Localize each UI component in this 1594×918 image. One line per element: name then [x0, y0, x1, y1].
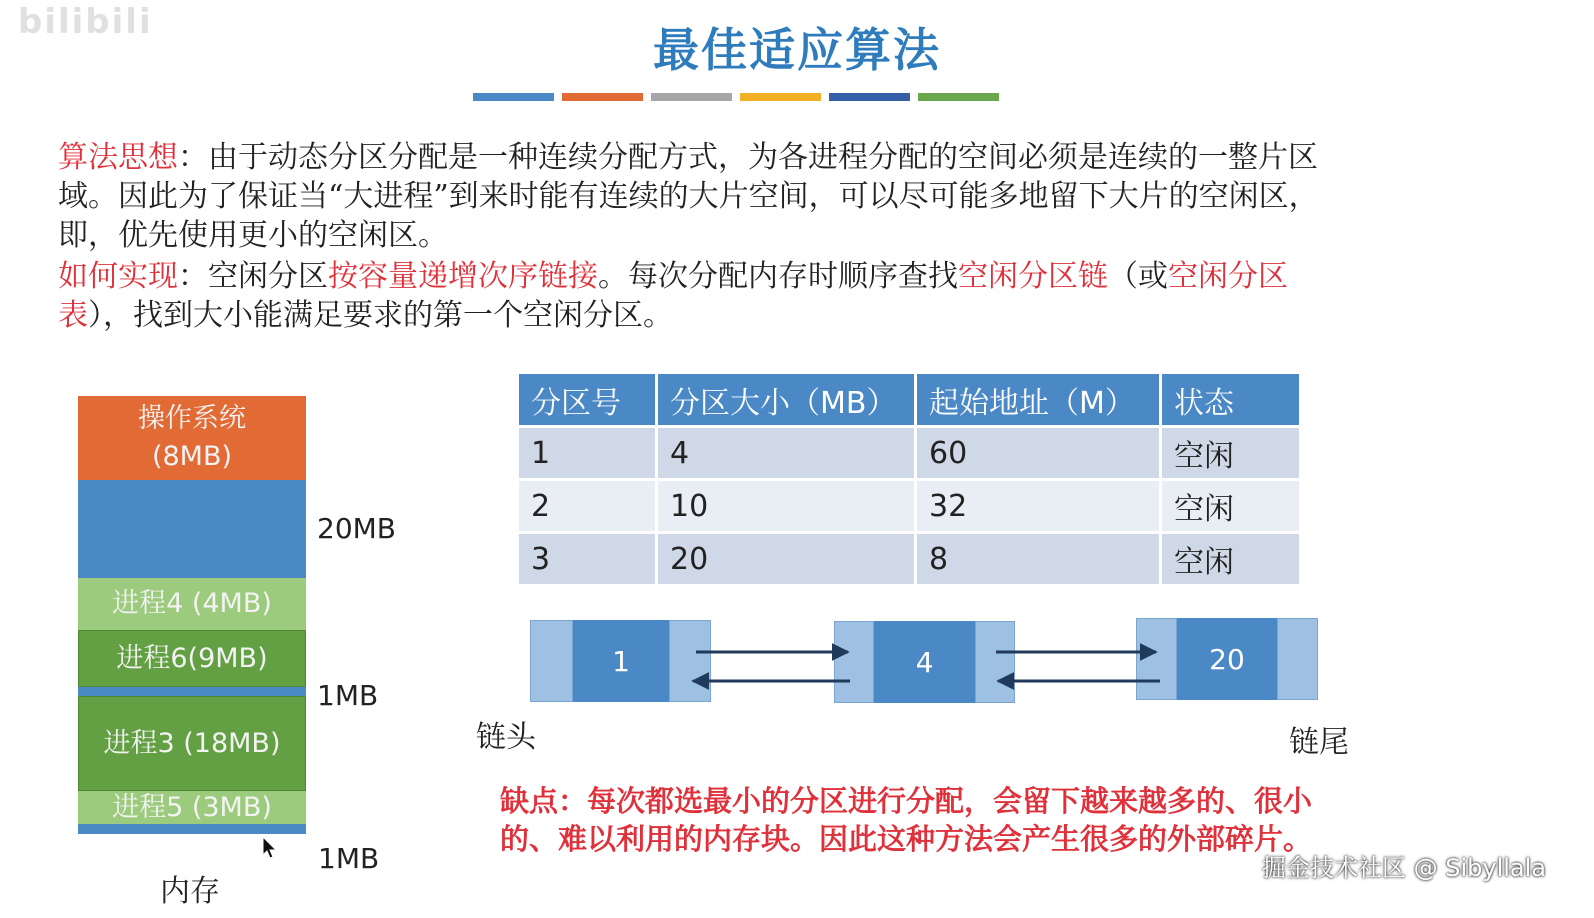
idea-line-3: 即，优先使用更小的空闲区。: [58, 218, 448, 253]
cell-start-address: 32: [916, 480, 1161, 533]
process-5-block: 进程5 (3MB): [78, 791, 306, 824]
table-row: [519, 480, 1299, 533]
node-value: 4: [874, 621, 975, 703]
impl-part-1: ：空闲分区: [178, 259, 328, 294]
title-bar-6: [918, 93, 999, 101]
bilibili-watermark-logo: bilibili: [18, 2, 153, 42]
impl-label: 如何实现: [58, 259, 178, 294]
impl-part-3: （或: [1108, 259, 1168, 294]
defect-note: [500, 782, 1460, 858]
cell-partition-size: 4: [657, 427, 916, 480]
page-title: 最佳适应算法: [653, 23, 941, 77]
impl-red-1: 按容量递增次序链接: [328, 259, 598, 294]
impl-line-2: [58, 296, 1498, 335]
node-value: 20: [1177, 618, 1277, 700]
cell-status: 空闲: [1161, 533, 1300, 585]
idea-paragraph: [58, 138, 1498, 255]
idea-text-1: ：由于动态分区分配是一种连续分配方式，为各进程分配的空间必须是连续的一整片区: [178, 140, 1318, 175]
free-label-1mb-b: 1MB: [318, 842, 380, 875]
node-value: 1: [573, 620, 669, 702]
defect-line-1: 缺点：每次都选最小的分区进行分配，会留下越来越多的、很小: [500, 784, 1313, 818]
cell-partition-no: 3: [519, 533, 657, 585]
cell-start-address: 60: [916, 427, 1161, 480]
title-color-bars: [473, 93, 999, 101]
free-label-20mb: 20MB: [317, 512, 396, 545]
idea-line-2: 域。因此为了保证当“大进程”到来时能有连续的大片空间，可以尽可能多地留下大片的空闲区，: [58, 179, 1319, 214]
process-6-block: 进程6(9MB): [78, 630, 306, 687]
cell-partition-no: 2: [519, 480, 657, 533]
title-bar-2: [562, 93, 643, 101]
impl-red-3: 空闲分区: [1168, 259, 1288, 294]
header-start-address: 起始地址（M）: [916, 374, 1161, 427]
os-name: 操作系统: [138, 403, 246, 434]
list-head-label: 链头: [476, 720, 536, 755]
partition-table: [519, 374, 1299, 584]
defect-line-2: 的、难以利用的内存块。因此这种方法会产生很多的外部碎片。: [500, 822, 1313, 856]
title-bar-1: [473, 93, 554, 101]
cell-status: 空闲: [1161, 427, 1300, 480]
free-label-1mb-a: 1MB: [317, 679, 379, 712]
impl-part-2: 。每次分配内存时顺序查找: [598, 259, 958, 294]
free-block-20mb: [78, 480, 306, 578]
table-row: [519, 533, 1299, 585]
title-bar-5: [829, 93, 910, 101]
cell-partition-no: 1: [519, 427, 657, 480]
impl-line-1: [58, 257, 1498, 296]
cell-start-address: 8: [916, 533, 1161, 585]
node-prev-pointer: [530, 620, 573, 702]
process-4-block: 进程4 (4MB): [78, 578, 306, 630]
memory-label: 内存: [160, 874, 220, 909]
os-block: [78, 396, 306, 480]
impl-part-4: ），找到大小能满足要求的第一个空闲分区。: [88, 298, 673, 333]
cell-partition-size: 20: [657, 533, 916, 585]
impl-red-4: 表: [58, 298, 88, 333]
cell-status: 空闲: [1161, 480, 1300, 533]
list-tail-label: 链尾: [1289, 725, 1349, 760]
header-status: 状态: [1161, 374, 1300, 427]
table-header-row: [519, 374, 1299, 427]
process-3-block: 进程3 (18MB): [78, 696, 306, 791]
impl-paragraph: [58, 257, 1498, 335]
node-next-pointer: [1277, 618, 1318, 700]
table-row: [519, 427, 1299, 480]
list-node-1: [530, 620, 711, 702]
title-bar-3: [651, 93, 732, 101]
idea-line-1: [58, 138, 1498, 177]
title-bar-4: [740, 93, 821, 101]
cell-partition-size: 10: [657, 480, 916, 533]
header-partition-no: 分区号: [519, 374, 657, 427]
mouse-cursor-icon: [262, 836, 278, 860]
site-watermark: 掘金技术社区 @ Sibyllala: [1262, 854, 1547, 882]
list-arrows: [690, 640, 1170, 690]
idea-label: 算法思想: [58, 140, 178, 175]
memory-diagram: [78, 396, 306, 834]
os-size: (8MB): [151, 441, 233, 472]
header-partition-size: 分区大小（MB）: [657, 374, 916, 427]
free-block-1mb-a: [78, 687, 306, 696]
impl-red-2: 空闲分区链: [958, 259, 1108, 294]
